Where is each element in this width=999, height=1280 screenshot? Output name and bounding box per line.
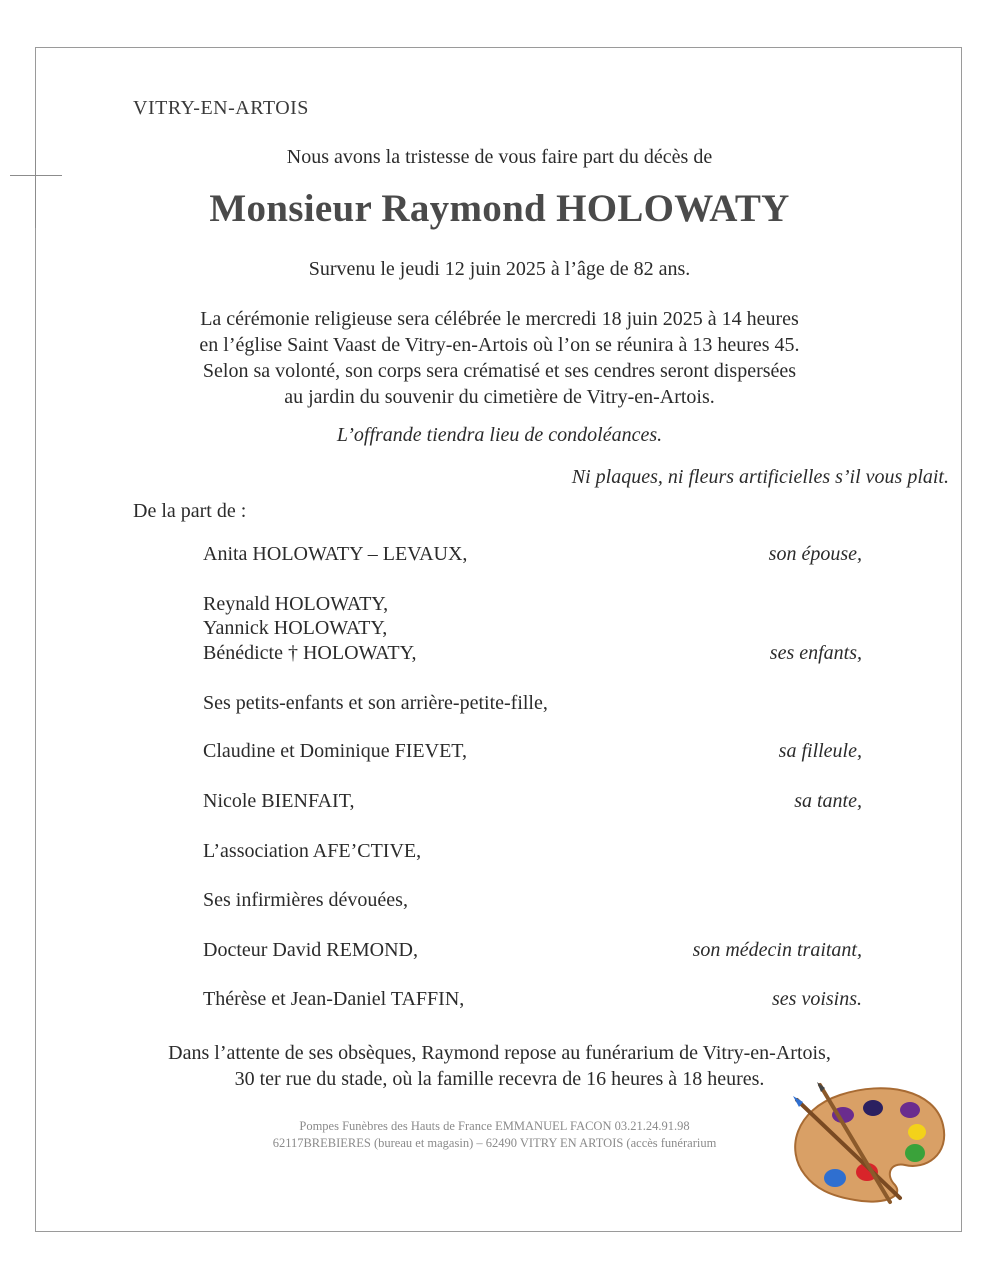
family-member-relation: son épouse, [768,543,862,565]
footer-line: 62117BREBIERES (bureau et magasin) – 62490 VITRY EN ARTOIS (accès funérarium [272,1136,717,1150]
family-member-name: Anita HOLOWATY – LEVAUX, [203,543,468,565]
deceased-name: Monsieur Raymond HOLOWATY [209,187,790,230]
funerarium-line: Dans l’attente de ses obsèques, Raymond repose au funérarium de Vitry-en-Artois, [168,1042,831,1064]
funerarium-line: 30 ter rue du stade, où la famille recevra de 16 heures à 18 heures. [234,1068,765,1090]
family-member-name: Nicole BIENFAIT, [203,790,355,812]
family-member-relation: son médecin traitant, [692,939,862,961]
death-date-text: Survenu le jeudi 12 juin 2025 à l’âge de 82 ans. [308,258,691,280]
family-member-relation: sa filleule, [778,740,862,762]
plaques-note: Ni plaques, ni fleurs artificielles s’il vous plait. [571,466,949,488]
family-member-name: Ses petits-enfants et son arrière-petite-fille, [203,692,548,714]
footer-line: Pompes Funèbres des Hauts de France EMMANUEL FACON 03.21.24.91.98 [299,1119,690,1133]
family-member-name: Bénédicte † HOLOWATY, [203,642,417,664]
family-member-name: Claudine et Dominique FIEVET, [203,740,468,762]
intro-text: Nous avons la tristesse de vous faire part du décès de [286,146,713,168]
family-member-name: Thérèse et Jean-Daniel TAFFIN, [203,988,465,1010]
ceremony-line: en l’église Saint Vaast de Vitry-en-Artois où l’on se réunira à 13 heures 45. [199,334,800,356]
ceremony-line: Selon sa volonté, son corps sera crématisé et ses cendres seront dispersées [202,360,797,382]
ceremony-paragraph [0,306,999,410]
family-member-name: Ses infirmières dévouées, [203,889,408,911]
paint-palette-icon [785,1080,950,1205]
family-member-relation: ses enfants, [769,642,862,664]
family-member-name: Docteur David REMOND, [203,939,418,961]
ceremony-line: La cérémonie religieuse sera célébrée le mercredi 18 juin 2025 à 14 heures [200,308,799,330]
family-member-name: L’association AFE’CTIVE, [203,840,422,862]
offrande-note: L’offrande tiendra lieu de condoléances. [336,424,663,446]
family-member-relation: sa tante, [794,790,862,812]
de-la-part-heading: De la part de : [133,500,247,522]
family-member-name: Yannick HOLOWATY, [203,617,388,639]
family-member-name: Reynald HOLOWATY, [203,593,389,615]
cross-icon-bar [10,175,62,176]
ceremony-line: au jardin du souvenir du cimetière de Vitry-en-Artois. [284,386,715,408]
town-heading: VITRY-EN-ARTOIS [133,97,309,119]
family-member-relation: ses voisins. [772,988,862,1010]
